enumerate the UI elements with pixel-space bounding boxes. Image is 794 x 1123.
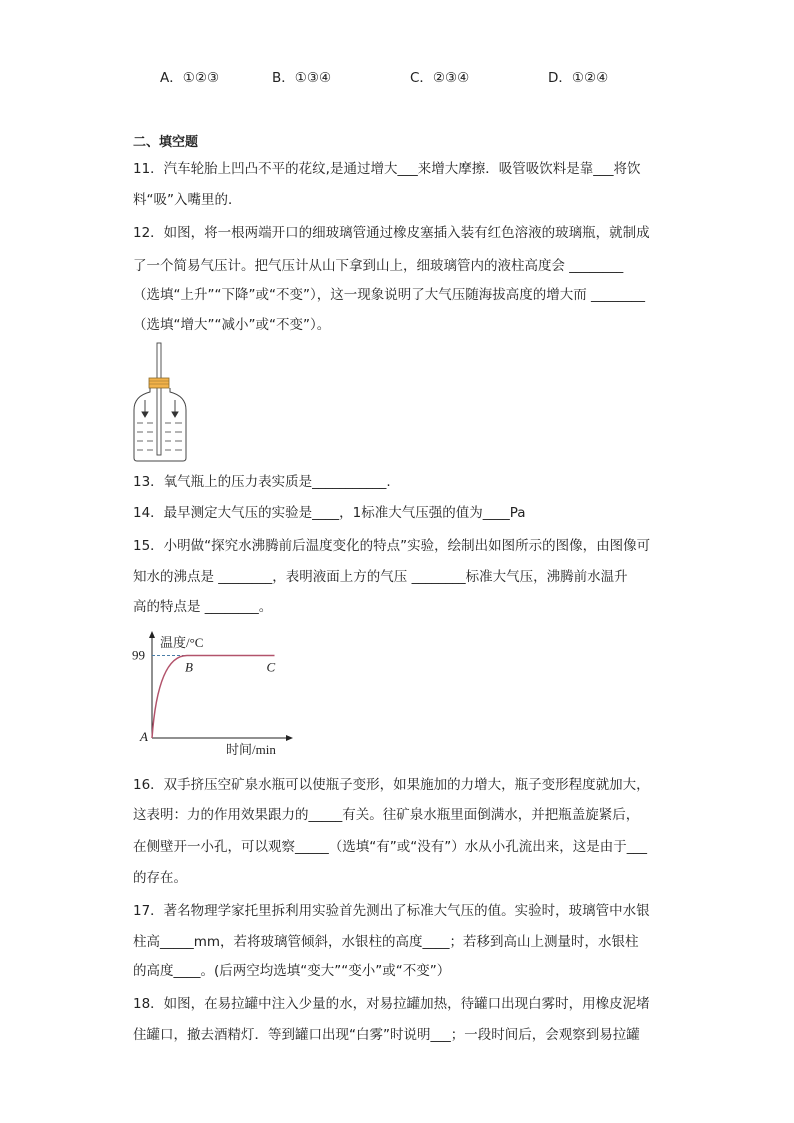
point-label-b: B	[185, 659, 193, 675]
q14-line: 14．最早测定大气压的实验是____，1标准大气压强的值为____Pa	[133, 505, 526, 521]
q12-line-2: 了一个简易气压计。把气压计从山下拿到山上，细玻璃管内的液柱高度会 ________	[133, 258, 624, 274]
option-a: A．①②③	[160, 70, 220, 86]
section-title: 二、填空题	[133, 135, 199, 150]
q13-line: 13．氧气瓶上的压力表实质是___________.	[133, 474, 391, 490]
q12-line-1: 12．如图，将一根两端开口的细玻璃管通过橡皮塞插入装有红色溶液的玻璃瓶，就制成	[133, 225, 650, 241]
glass-tube	[157, 343, 161, 455]
barometer-diagram	[130, 340, 190, 464]
q18-line-2: 住罐口，撤去酒精灯．等到罐口出现“白雾”时说明___；一段时间后，会观察到易拉罐	[133, 1027, 640, 1043]
q15-line-1: 15．小明做“探究水沸腾前后温度变化的特点”实验，绘制出如图所示的图像，由图像可	[133, 538, 651, 554]
q11-line-1: 11．汽车轮胎上凹凸不平的花纹,是通过增大___来增大摩擦．吸管吸饮料是靠___将饮	[133, 161, 641, 177]
q12-line-4: （选填“增大”“减小”或“不变”）。	[133, 317, 331, 333]
temperature-chart	[130, 628, 300, 758]
rubber-stopper	[149, 378, 169, 388]
answer-options	[0, 66, 794, 86]
q17-line-3: 的高度____。(后两空均选填“变大”“变小”或“不变”）	[133, 963, 451, 979]
q15-line-2: 知水的沸点是 ________，表明液面上方的气压 ________标准大气压，沸腾前水温升	[133, 569, 628, 585]
q16-line-3: 在侧壁开一小孔，可以观察_____（选填“有”或“没有”）水从小孔流出来，这是由于___	[133, 839, 647, 855]
point-label-c: C	[266, 659, 276, 675]
q16-line-4: 的存在。	[133, 870, 187, 886]
q17-line-2: 柱高_____mm，若将玻璃管倾斜，水银柱的高度____；若移到高山上测量时，水银柱	[133, 934, 639, 950]
option-b: B．①③④	[272, 70, 332, 86]
x-axis-label: 时间/min	[226, 742, 276, 757]
q15-line-3: 高的特点是 ________。	[133, 599, 273, 615]
q16-line-2: 这表明：力的作用效果跟力的_____有关。往矿泉水瓶里面倒满水，并把瓶盖旋紧后，	[133, 807, 640, 823]
temperature-curve	[152, 656, 275, 739]
q17-line-1: 17．著名物理学家托里拆利用实验首先测出了标准大气压的值。实验时，玻璃管中水银	[133, 903, 650, 919]
q16-line-1: 16．双手挤压空矿泉水瓶可以使瓶子变形，如果施加的力增大，瓶子变形程度就加大，	[133, 777, 650, 793]
point-label-a: A	[140, 729, 148, 744]
temperature-chart-svg	[130, 628, 300, 758]
q11-line-2: 料“吸”入嘴里的．	[133, 192, 242, 208]
barometer-figure	[130, 340, 190, 464]
q18-line-1: 18．如图，在易拉罐中注入少量的水，对易拉罐加热，待罐口出现白雾时，用橡皮泥堵	[133, 996, 650, 1012]
q12-line-3: （选填“上升”“下降”或“不变”），这一现象说明了大气压随海拔高度的增大而 ________	[133, 287, 646, 303]
option-c: C．②③④	[410, 70, 470, 86]
y-tick-99: 99	[132, 647, 145, 663]
option-d: D．①②④	[548, 70, 609, 86]
y-axis-label: 温度/°C	[160, 635, 204, 650]
